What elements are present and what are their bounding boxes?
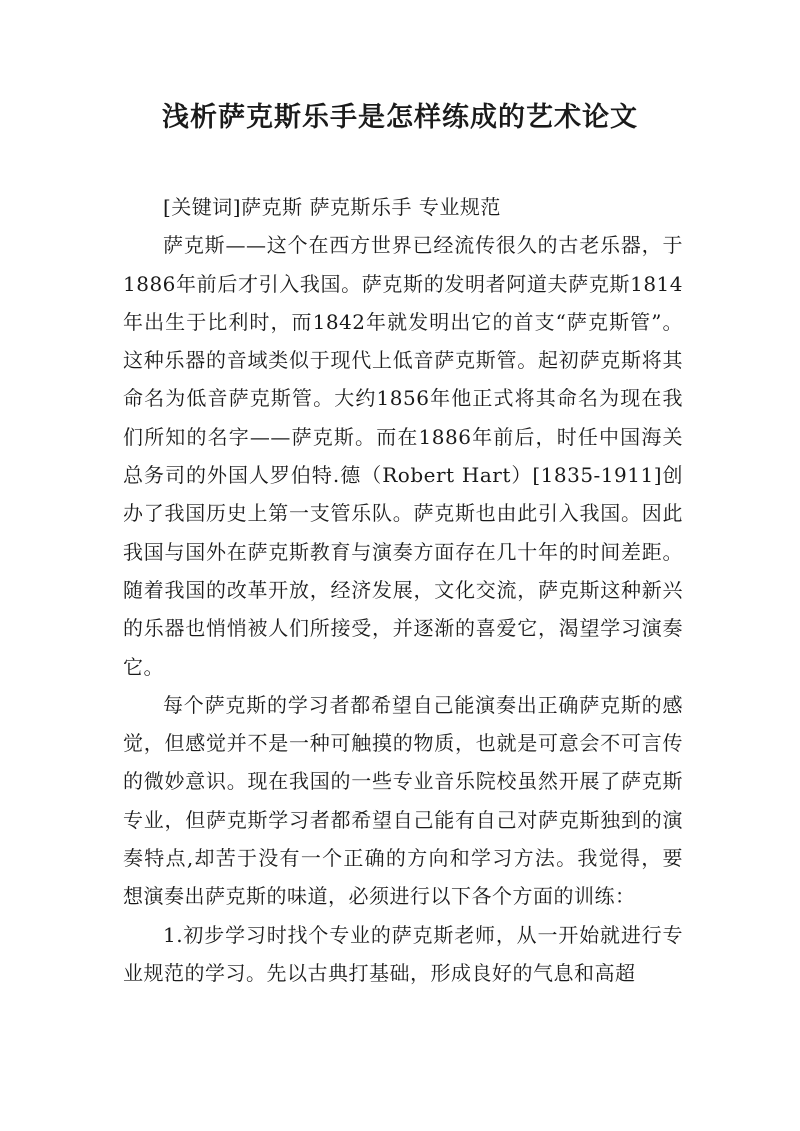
document-body bbox=[123, 188, 683, 992]
paragraph-feeling: 每个萨克斯的学习者都希望自己能演奏出正确萨克斯的感觉，但感觉并不是一种可触摸的物质，也就是可意会不可言传的微妙意识。现在我国的一些专业音乐院校虽然开展了萨克斯专业，但萨克斯学习者都希望自己能有自己对萨克斯独到的演奏特点,却苦于没有一个正确的方向和学习方法。我觉得，要想演奏出萨克斯的味道，必须进行以下各个方面的训练： bbox=[123, 692, 683, 909]
paragraph-intro: 萨克斯——这个在西方世界已经流传很久的古老乐器，于1886年前后才引入我国。萨克斯的发明者阿道夫萨克斯1814年出生于比利时，而1842年就发明出它的首支“萨克斯管”。这种乐器的音域类似于现代上低音萨克斯管。起初萨克斯将其命名为低音萨克斯管。大约1856年他正式将其命名为现在我们所知的名字——萨克斯。而在1886年前后，时任中国海关总务司的外国人罗伯特.德（Robert Hart）[1835-1911]创办了我国历史上第一支管乐队。萨克斯也由此引入我国。因此我国与国外在萨克斯教育与演奏方面存在几十年的时间差距。随着我国的改革开放，经济发展，文化交流，萨克斯这种新兴的乐器也悄悄被人们所接受，并逐渐的喜爱它，渴望学习演奏它。 bbox=[123, 233, 683, 679]
keywords-line: [关键词]萨克斯 萨克斯乐手 专业规范 bbox=[163, 195, 501, 219]
paragraph-training-1: 1.初步学习时找个专业的萨克斯老师，从一开始就进行专业规范的学习。先以古典打基础，形成良好的气息和高超 bbox=[123, 922, 683, 985]
document-title: 浅析萨克斯乐手是怎样练成的艺术论文 bbox=[162, 102, 638, 133]
